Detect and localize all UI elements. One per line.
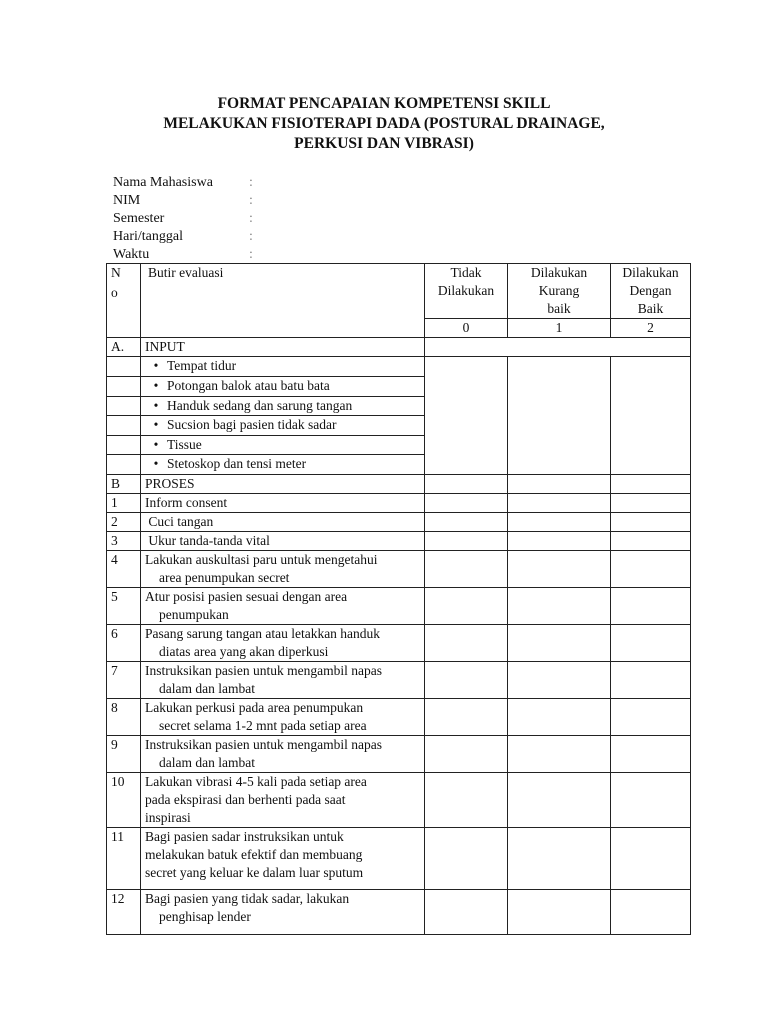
info-label-waktu: Waktu [113,247,150,262]
info-row-nim [113,192,253,210]
step-no: 1 [107,494,141,513]
header-item: Butir evaluasi [141,264,425,338]
input-score-cell[interactable] [611,357,691,475]
header-dengan-baik: Dilakukan Dengan Baik [611,264,691,319]
input-no-cell [107,377,141,397]
step-row [107,890,691,935]
step-text: Instruksikan pasien untuk mengambil napas dalam dan lambat [141,736,425,773]
input-no-cell [107,416,141,436]
input-item: • Tempat tidur [141,357,425,377]
score-cell[interactable] [508,588,611,625]
document-title [0,94,768,154]
score-cell[interactable] [425,625,508,662]
input-item: • Tissue [141,436,425,455]
step-no: 8 [107,699,141,736]
score-cell[interactable] [425,662,508,699]
header-kurang-baik: Dilakukan Kurang baik [508,264,611,319]
section-a-label: INPUT [141,338,425,357]
step-row [107,699,691,736]
score-cell[interactable] [508,551,611,588]
info-label-semester: Semester [113,211,165,226]
score-cell[interactable] [425,828,508,890]
score-cell[interactable] [425,494,508,513]
input-item-row [107,357,691,377]
score-cell[interactable] [508,773,611,828]
score-cell[interactable] [508,699,611,736]
step-text: Lakukan auskultasi paru untuk mengetahui area penumpukan secret [141,551,425,588]
score-cell[interactable] [611,773,691,828]
info-colon: : [249,211,253,226]
info-row-semester [113,210,253,228]
step-text: Bagi pasien sadar instruksikan untuk melakukan batuk efektif dan membuang secret yang keluar ke dalam luar sputum [141,828,425,890]
score-cell[interactable] [611,475,691,494]
score-cell[interactable] [611,513,691,532]
info-label-nama: Nama Mahasiswa [113,175,213,190]
step-row [107,513,691,532]
score-cell[interactable] [425,699,508,736]
header-no: N o [107,264,141,338]
step-row [107,588,691,625]
step-text: Lakukan perkusi pada area penumpukan secret selama 1-2 mnt pada setiap area [141,699,425,736]
step-text: Atur posisi pasien sesuai dengan area penumpukan [141,588,425,625]
info-row-waktu [113,246,253,264]
section-a-no: A. [107,338,141,357]
input-no-cell [107,357,141,377]
step-text: Lakukan vibrasi 4-5 kali pada setiap area pada ekspirasi dan berhenti pada saat inspirasi [141,773,425,828]
score-cell[interactable] [611,551,691,588]
title-line-3: PERKUSI DAN VIBRASI) [294,135,474,152]
table-header-row [107,264,691,319]
input-no-cell [107,455,141,475]
step-row [107,773,691,828]
info-colon: : [249,193,253,208]
score-cell[interactable] [611,736,691,773]
score-cell[interactable] [611,625,691,662]
info-colon: : [249,175,253,190]
step-no: 10 [107,773,141,828]
info-colon: : [249,247,253,262]
score-1: 1 [508,319,611,338]
score-cell[interactable] [425,475,508,494]
step-no: 4 [107,551,141,588]
score-cell[interactable] [508,475,611,494]
score-cell[interactable] [611,662,691,699]
score-cell[interactable] [611,494,691,513]
score-0: 0 [425,319,508,338]
section-a-row [107,338,691,357]
section-a-score-cell [425,338,691,357]
step-row [107,828,691,890]
step-row [107,551,691,588]
step-row [107,494,691,513]
input-item: • Handuk sedang dan sarung tangan [141,397,425,416]
evaluation-table [106,263,691,935]
score-cell[interactable] [425,551,508,588]
info-label-nim: NIM [113,193,141,208]
score-2: 2 [611,319,691,338]
step-no: 7 [107,662,141,699]
input-item: • Sucsion bagi pasien tidak sadar [141,416,425,436]
score-cell[interactable] [508,513,611,532]
score-cell[interactable] [508,662,611,699]
step-no: 6 [107,625,141,662]
info-row-hari-tanggal [113,228,253,246]
score-cell[interactable] [425,773,508,828]
step-row [107,662,691,699]
step-text: Bagi pasien yang tidak sadar, lakukan penghisap lender [141,890,425,935]
info-colon: : [249,229,253,244]
score-cell[interactable] [508,890,611,935]
score-cell[interactable] [508,494,611,513]
step-text: Ukur tanda-tanda vital [141,532,425,551]
info-label-hari-tanggal: Hari/tanggal [113,229,183,244]
score-cell[interactable] [611,699,691,736]
section-b-no: B [107,475,141,494]
score-cell[interactable] [425,513,508,532]
score-cell[interactable] [508,532,611,551]
step-text: Instruksikan pasien untuk mengambil napas dalam dan lambat [141,662,425,699]
section-b-label: PROSES [141,475,425,494]
score-cell[interactable] [425,532,508,551]
score-cell[interactable] [425,736,508,773]
title-line-2: MELAKUKAN FISIOTERAPI DADA (POSTURAL DRAINAGE, [163,115,605,132]
step-row [107,625,691,662]
score-cell[interactable] [508,625,611,662]
score-cell[interactable] [425,588,508,625]
student-info [113,174,253,264]
score-cell[interactable] [611,588,691,625]
step-no: 3 [107,532,141,551]
input-item: • Potongan balok atau batu bata [141,377,425,397]
step-no: 12 [107,890,141,935]
score-cell[interactable] [611,828,691,890]
step-text: Pasang sarung tangan atau letakkan handuk diatas area yang akan diperkusi [141,625,425,662]
input-item: • Stetoskop dan tensi meter [141,455,425,475]
score-cell[interactable] [508,736,611,773]
score-cell[interactable] [425,890,508,935]
input-no-cell [107,397,141,416]
step-text: Inform consent [141,494,425,513]
section-b-row [107,475,691,494]
info-row-nama [113,174,253,192]
step-no: 5 [107,588,141,625]
score-cell[interactable] [611,532,691,551]
input-score-cell[interactable] [425,357,508,475]
input-score-cell[interactable] [508,357,611,475]
title-line-1: FORMAT PENCAPAIAN KOMPETENSI SKILL [217,95,551,112]
step-text: Cuci tangan [141,513,425,532]
step-row [107,736,691,773]
input-no-cell [107,436,141,455]
score-cell[interactable] [611,890,691,935]
step-no: 11 [107,828,141,890]
header-tidak-dilakukan: Tidak Dilakukan [425,264,508,319]
step-row [107,532,691,551]
score-cell[interactable] [508,828,611,890]
step-no: 9 [107,736,141,773]
step-no: 2 [107,513,141,532]
